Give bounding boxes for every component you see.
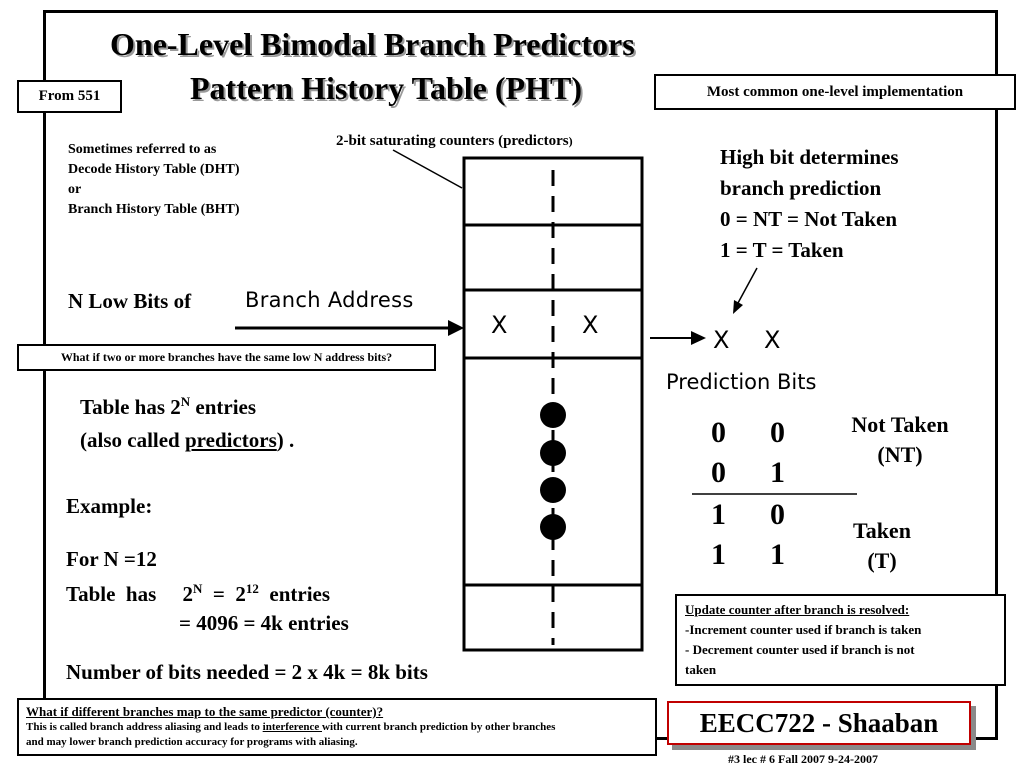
slide-title: One-Level Bimodal Branch Predictors <box>110 26 635 62</box>
bit-row-0-low: 0 <box>770 416 785 449</box>
update-counter-box: Update counter after branch is resolved: -Increment counter used if branch is taken - Decrement counter used if branch is not taken <box>675 594 1006 686</box>
bit-row-1-high: 0 <box>711 456 726 489</box>
example-heading: Example: <box>66 494 153 518</box>
same-low-bits-question: What if two or more branches have the same low N address bits? <box>17 344 436 371</box>
most-common-box: Most common one-level implementation <box>654 74 1016 110</box>
ellipsis-dot <box>540 402 566 428</box>
not-taken-label: Not Taken (NT) <box>851 412 949 467</box>
counters-pointer-line <box>393 150 462 188</box>
bits-needed-note: Number of bits needed = 2 x 4k = 8k bits <box>66 660 428 684</box>
slide-footer: #3 lec # 6 Fall 2007 9-24-2007 <box>728 752 878 766</box>
ellipsis-dot <box>540 440 566 466</box>
course-label-box: EECC722 - Shaaban <box>667 701 971 745</box>
high-bit-pointer <box>738 268 757 303</box>
output-high-bit-x: X <box>713 326 730 354</box>
table-entries-note: Table has $2^N$ entries (also called predictors) . <box>80 394 295 452</box>
branch-address-label: Branch Address <box>245 288 414 312</box>
bit-row-2-high: 1 <box>711 498 726 531</box>
address-arrowhead <box>448 320 464 336</box>
prediction-bits-label: Prediction Bits <box>666 370 817 394</box>
output-low-bit-x: X <box>764 326 781 354</box>
bit-row-3-low: 1 <box>770 538 785 571</box>
counters-label: 2-bit saturating counters (predictors) <box>336 133 573 149</box>
bit-row-0-high: 0 <box>711 416 726 449</box>
from-551-box: From 551 <box>17 80 122 113</box>
bit-row-1-low: 1 <box>770 456 785 489</box>
output-arrowhead <box>691 331 706 345</box>
table-high-bit-x: X <box>491 311 508 339</box>
high-bit-note: High bit determines branch prediction 0 = NT = Not Taken 1 = T = Taken <box>720 145 899 262</box>
table-low-bit-x: X <box>582 311 599 339</box>
taken-label: Taken (T) <box>853 518 911 573</box>
ellipsis-dot <box>540 477 566 503</box>
aliasing-question-box: What if different branches map to the same predictor (counter)? This is called branch address aliasing and leads to interference with current branch prediction by other branches and may lower branch prediction accuracy for programs with aliasing. <box>17 698 657 756</box>
bit-row-3-high: 1 <box>711 538 726 571</box>
n-low-bits-label: N Low Bits of <box>68 289 192 313</box>
example-body: For N =12 Table has $2^N = 2^{12}$ entries = 4096 = 4k entries <box>66 547 349 635</box>
slide-subtitle: Pattern History Table (PHT) <box>190 70 582 106</box>
also-known-as-note: Sometimes referred to as Decode History Table (DHT) or Branch History Table (BHT) <box>68 142 240 217</box>
bit-row-2-low: 0 <box>770 498 785 531</box>
ellipsis-dot <box>540 514 566 540</box>
